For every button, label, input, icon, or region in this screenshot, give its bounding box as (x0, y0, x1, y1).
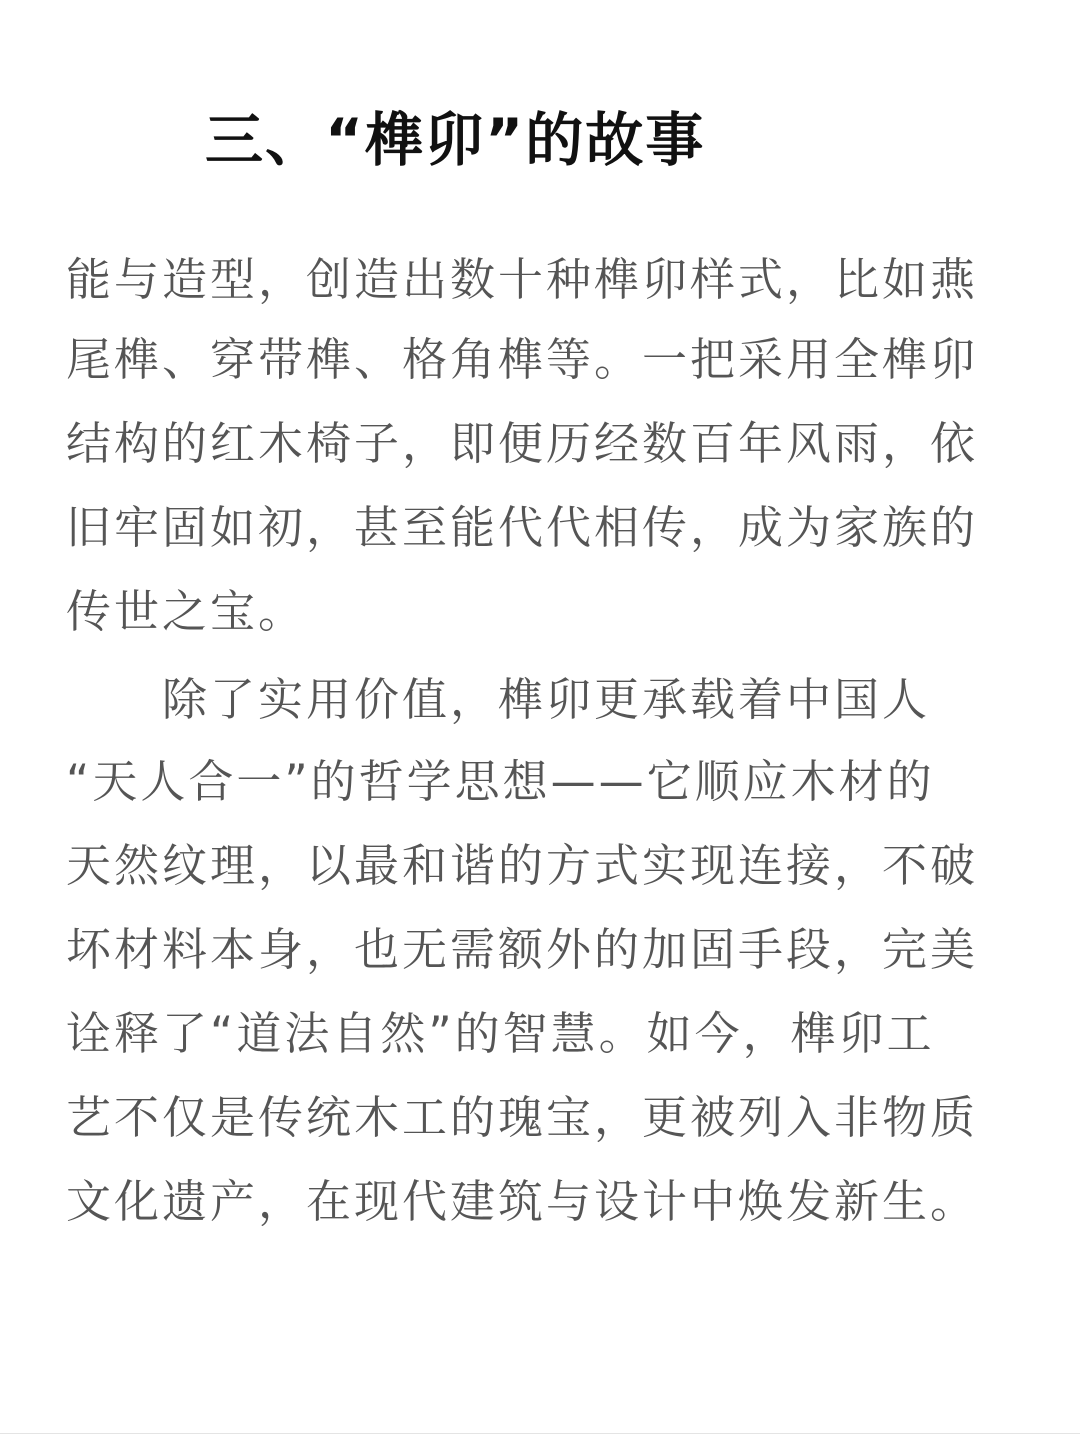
body-line: 天然纹理，以最和谐的方式实现连接，不破 (66, 839, 979, 892)
body-line: 传世之宝。 (66, 585, 307, 638)
body-line: “天人合一”的哲学思想——它顺应木材的 (66, 755, 935, 808)
body-line: 结构的红木椅子，即便历经数百年风雨，依 (66, 417, 979, 470)
body-line: 尾榫、穿带榫、格角榫等。一把采用全榫卯 (66, 333, 979, 386)
section-title: 三、“榫卯”的故事 (205, 106, 706, 174)
paragraph-first-line: 除了实用价值，榫卯更承载着中国人 (162, 673, 931, 726)
body-line: 艺不仅是传统木工的瑰宝，更被列入非物质 (66, 1091, 979, 1144)
body-line: 坏材料本身，也无需额外的加固手段，完美 (66, 923, 979, 976)
bottom-divider (0, 1433, 1080, 1434)
body-line: 旧牢固如初，甚至能代代相传，成为家族的 (66, 501, 979, 554)
body-line: 诠释了“道法自然”的智慧。如今，榫卯工 (66, 1007, 935, 1060)
body-line: 能与造型，创造出数十种榫卯样式，比如燕 (66, 253, 979, 306)
body-line: 文化遗产，在现代建筑与设计中焕发新生。 (66, 1175, 979, 1228)
